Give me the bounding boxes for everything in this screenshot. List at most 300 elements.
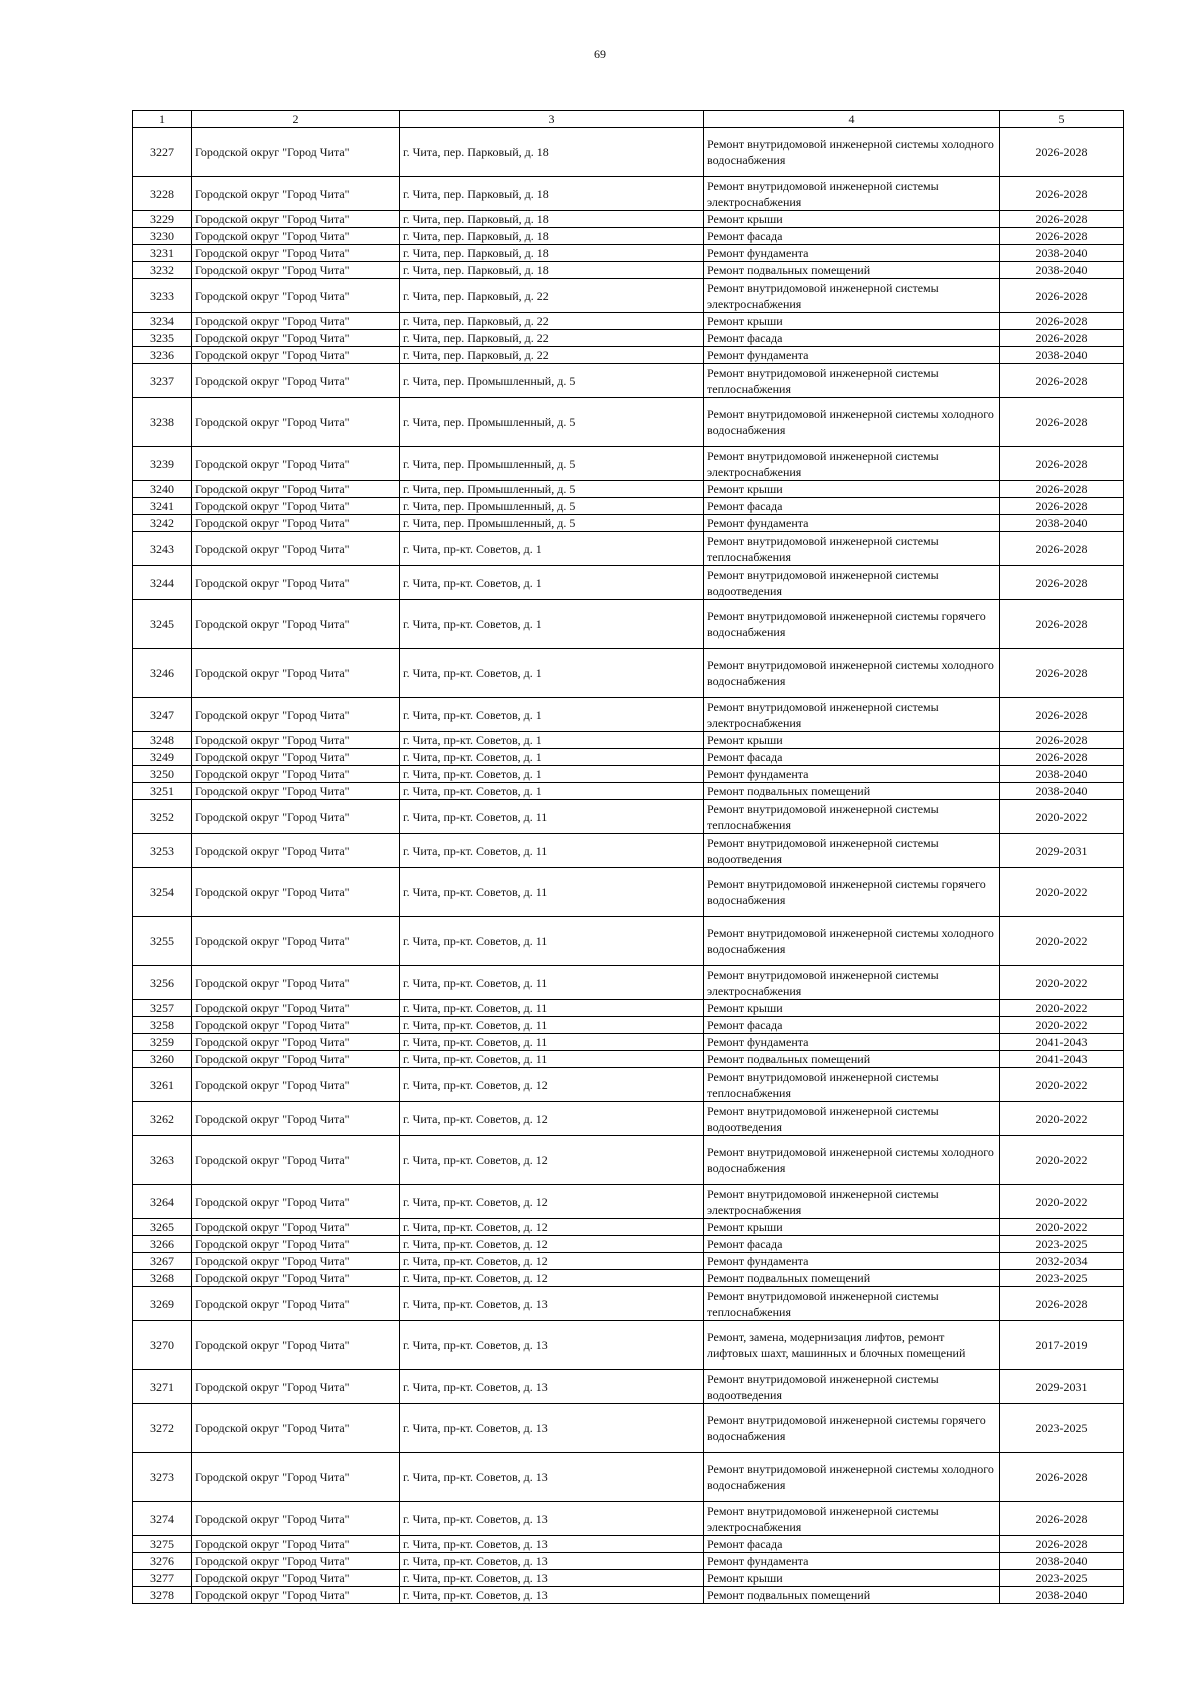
period-cell: 2029-2031 xyxy=(1000,834,1124,868)
municipality-cell: Городской округ "Город Чита" xyxy=(192,128,400,177)
municipality-cell: Городской округ "Город Чита" xyxy=(192,228,400,245)
address-cell: г. Чита, пр-кт. Советов, д. 11 xyxy=(400,800,704,834)
address-cell: г. Чита, пр-кт. Советов, д. 1 xyxy=(400,783,704,800)
period-cell: 2038-2040 xyxy=(1000,766,1124,783)
municipality-cell: Городской округ "Город Чита" xyxy=(192,917,400,966)
address-cell: г. Чита, пр-кт. Советов, д. 12 xyxy=(400,1270,704,1287)
table-row xyxy=(133,1553,1124,1570)
table-row xyxy=(133,228,1124,245)
address-cell: г. Чита, пр-кт. Советов, д. 13 xyxy=(400,1321,704,1370)
row-number: 3245 xyxy=(133,600,192,649)
work-type-cell: Ремонт фасада xyxy=(704,228,1000,245)
address-cell: г. Чита, пр-кт. Советов, д. 13 xyxy=(400,1453,704,1502)
row-number: 3271 xyxy=(133,1370,192,1404)
address-cell: г. Чита, пр-кт. Советов, д. 1 xyxy=(400,732,704,749)
row-number: 3272 xyxy=(133,1404,192,1453)
row-number: 3265 xyxy=(133,1219,192,1236)
municipality-cell: Городской округ "Город Чита" xyxy=(192,698,400,732)
column-header: 3 xyxy=(400,111,704,128)
row-number: 3241 xyxy=(133,498,192,515)
row-number: 3234 xyxy=(133,313,192,330)
table-row xyxy=(133,1536,1124,1553)
row-number: 3227 xyxy=(133,128,192,177)
municipality-cell: Городской округ "Город Чита" xyxy=(192,1000,400,1017)
table-row xyxy=(133,1000,1124,1017)
row-number: 3250 xyxy=(133,766,192,783)
period-cell: 2038-2040 xyxy=(1000,262,1124,279)
table-row xyxy=(133,128,1124,177)
table-row xyxy=(133,447,1124,481)
period-cell: 2026-2028 xyxy=(1000,532,1124,566)
column-header: 2 xyxy=(192,111,400,128)
address-cell: г. Чита, пер. Промышленный, д. 5 xyxy=(400,515,704,532)
row-number: 3228 xyxy=(133,177,192,211)
row-number: 3274 xyxy=(133,1502,192,1536)
table-row xyxy=(133,1502,1124,1536)
period-cell: 2020-2022 xyxy=(1000,1185,1124,1219)
municipality-cell: Городской округ "Город Чита" xyxy=(192,749,400,766)
period-cell: 2026-2028 xyxy=(1000,398,1124,447)
work-type-cell: Ремонт внутридомовой инженерной системы электроснабжения xyxy=(704,279,1000,313)
table-row xyxy=(133,749,1124,766)
row-number: 3257 xyxy=(133,1000,192,1017)
row-number: 3235 xyxy=(133,330,192,347)
address-cell: г. Чита, пр-кт. Советов, д. 13 xyxy=(400,1587,704,1604)
row-number: 3252 xyxy=(133,800,192,834)
row-number: 3264 xyxy=(133,1185,192,1219)
work-type-cell: Ремонт внутридомовой инженерной системы водоотведения xyxy=(704,566,1000,600)
period-cell: 2038-2040 xyxy=(1000,783,1124,800)
period-cell: 2026-2028 xyxy=(1000,649,1124,698)
address-cell: г. Чита, пр-кт. Советов, д. 11 xyxy=(400,868,704,917)
table-row xyxy=(133,834,1124,868)
address-cell: г. Чита, пер. Парковый, д. 18 xyxy=(400,228,704,245)
municipality-cell: Городской округ "Город Чита" xyxy=(192,1185,400,1219)
column-header: 1 xyxy=(133,111,192,128)
period-cell: 2020-2022 xyxy=(1000,1102,1124,1136)
address-cell: г. Чита, пр-кт. Советов, д. 13 xyxy=(400,1536,704,1553)
work-type-cell: Ремонт внутридомовой инженерной системы водоотведения xyxy=(704,1102,1000,1136)
table-row xyxy=(133,498,1124,515)
period-cell: 2026-2028 xyxy=(1000,177,1124,211)
address-cell: г. Чита, пр-кт. Советов, д. 13 xyxy=(400,1553,704,1570)
table-row xyxy=(133,330,1124,347)
table-row xyxy=(133,1051,1124,1068)
table-row xyxy=(133,868,1124,917)
work-type-cell: Ремонт фасада xyxy=(704,1236,1000,1253)
address-cell: г. Чита, пр-кт. Советов, д. 1 xyxy=(400,532,704,566)
table-row xyxy=(133,481,1124,498)
period-cell: 2020-2022 xyxy=(1000,868,1124,917)
work-type-cell: Ремонт фундамента xyxy=(704,1253,1000,1270)
address-cell: г. Чита, пр-кт. Советов, д. 11 xyxy=(400,1051,704,1068)
municipality-cell: Городской округ "Город Чита" xyxy=(192,1034,400,1051)
period-cell: 2023-2025 xyxy=(1000,1570,1124,1587)
table-row xyxy=(133,649,1124,698)
address-cell: г. Чита, пр-кт. Советов, д. 12 xyxy=(400,1236,704,1253)
period-cell: 2026-2028 xyxy=(1000,698,1124,732)
row-number: 3277 xyxy=(133,1570,192,1587)
address-cell: г. Чита, пр-кт. Советов, д. 11 xyxy=(400,917,704,966)
municipality-cell: Городской округ "Город Чита" xyxy=(192,1587,400,1604)
municipality-cell: Городской округ "Город Чита" xyxy=(192,1287,400,1321)
work-type-cell: Ремонт фасада xyxy=(704,1536,1000,1553)
municipality-cell: Городской округ "Город Чита" xyxy=(192,600,400,649)
row-number: 3232 xyxy=(133,262,192,279)
table-row xyxy=(133,732,1124,749)
row-number: 3267 xyxy=(133,1253,192,1270)
address-cell: г. Чита, пр-кт. Советов, д. 12 xyxy=(400,1219,704,1236)
work-type-cell: Ремонт фундамента xyxy=(704,515,1000,532)
table-row xyxy=(133,800,1124,834)
work-type-cell: Ремонт внутридомовой инженерной системы теплоснабжения xyxy=(704,1068,1000,1102)
municipality-cell: Городской округ "Город Чита" xyxy=(192,732,400,749)
period-cell: 2038-2040 xyxy=(1000,347,1124,364)
address-cell: г. Чита, пер. Парковый, д. 18 xyxy=(400,245,704,262)
address-cell: г. Чита, пр-кт. Советов, д. 12 xyxy=(400,1068,704,1102)
period-cell: 2020-2022 xyxy=(1000,800,1124,834)
table-row xyxy=(133,1017,1124,1034)
work-type-cell: Ремонт подвальных помещений xyxy=(704,1051,1000,1068)
municipality-cell: Городской округ "Город Чита" xyxy=(192,1502,400,1536)
table-row xyxy=(133,917,1124,966)
work-type-cell: Ремонт внутридомовой инженерной системы теплоснабжения xyxy=(704,800,1000,834)
table-row xyxy=(133,262,1124,279)
address-cell: г. Чита, пр-кт. Советов, д. 1 xyxy=(400,649,704,698)
table-row xyxy=(133,177,1124,211)
address-cell: г. Чита, пр-кт. Советов, д. 12 xyxy=(400,1102,704,1136)
municipality-cell: Городской округ "Город Чита" xyxy=(192,1370,400,1404)
row-number: 3239 xyxy=(133,447,192,481)
table-row xyxy=(133,313,1124,330)
period-cell: 2020-2022 xyxy=(1000,1068,1124,1102)
work-type-cell: Ремонт фундамента xyxy=(704,1034,1000,1051)
row-number: 3229 xyxy=(133,211,192,228)
municipality-cell: Городской округ "Город Чита" xyxy=(192,347,400,364)
table-row xyxy=(133,1219,1124,1236)
row-number: 3260 xyxy=(133,1051,192,1068)
address-cell: г. Чита, пр-кт. Советов, д. 1 xyxy=(400,749,704,766)
work-type-cell: Ремонт внутридомовой инженерной системы водоотведения xyxy=(704,834,1000,868)
address-cell: г. Чита, пр-кт. Советов, д. 13 xyxy=(400,1287,704,1321)
period-cell: 2038-2040 xyxy=(1000,1587,1124,1604)
table-row xyxy=(133,1370,1124,1404)
municipality-cell: Городской округ "Город Чита" xyxy=(192,313,400,330)
work-type-cell: Ремонт подвальных помещений xyxy=(704,783,1000,800)
work-type-cell: Ремонт внутридомовой инженерной системы электроснабжения xyxy=(704,177,1000,211)
period-cell: 2026-2028 xyxy=(1000,1453,1124,1502)
work-type-cell: Ремонт внутридомовой инженерной системы теплоснабжения xyxy=(704,1287,1000,1321)
row-number: 3276 xyxy=(133,1553,192,1570)
municipality-cell: Городской округ "Город Чита" xyxy=(192,1253,400,1270)
row-number: 3236 xyxy=(133,347,192,364)
work-type-cell: Ремонт внутридомовой инженерной системы холодного водоснабжения xyxy=(704,917,1000,966)
municipality-cell: Городской округ "Город Чита" xyxy=(192,1068,400,1102)
row-number: 3246 xyxy=(133,649,192,698)
work-type-cell: Ремонт внутридомовой инженерной системы электроснабжения xyxy=(704,447,1000,481)
address-cell: г. Чита, пер. Промышленный, д. 5 xyxy=(400,498,704,515)
period-cell: 2026-2028 xyxy=(1000,498,1124,515)
table-row xyxy=(133,1236,1124,1253)
row-number: 3258 xyxy=(133,1017,192,1034)
table-row xyxy=(133,698,1124,732)
municipality-cell: Городской округ "Город Чита" xyxy=(192,1236,400,1253)
period-cell: 2026-2028 xyxy=(1000,732,1124,749)
table-row xyxy=(133,1404,1124,1453)
address-cell: г. Чита, пер. Парковый, д. 18 xyxy=(400,211,704,228)
municipality-cell: Городской округ "Город Чита" xyxy=(192,262,400,279)
table-row xyxy=(133,1136,1124,1185)
row-number: 3256 xyxy=(133,966,192,1000)
address-cell: г. Чита, пр-кт. Советов, д. 1 xyxy=(400,698,704,732)
row-number: 3266 xyxy=(133,1236,192,1253)
work-type-cell: Ремонт фасада xyxy=(704,498,1000,515)
work-type-cell: Ремонт внутридомовой инженерной системы горячего водоснабжения xyxy=(704,868,1000,917)
period-cell: 2020-2022 xyxy=(1000,1000,1124,1017)
work-type-cell: Ремонт фасада xyxy=(704,330,1000,347)
table-row xyxy=(133,1034,1124,1051)
table-row xyxy=(133,783,1124,800)
period-cell: 2038-2040 xyxy=(1000,245,1124,262)
address-cell: г. Чита, пр-кт. Советов, д. 13 xyxy=(400,1570,704,1587)
work-type-cell: Ремонт внутридомовой инженерной системы теплоснабжения xyxy=(704,532,1000,566)
work-type-cell: Ремонт крыши xyxy=(704,732,1000,749)
table-row xyxy=(133,364,1124,398)
work-type-cell: Ремонт внутридомовой инженерной системы водоотведения xyxy=(704,1370,1000,1404)
row-number: 3255 xyxy=(133,917,192,966)
row-number: 3247 xyxy=(133,698,192,732)
municipality-cell: Городской округ "Город Чита" xyxy=(192,1017,400,1034)
municipality-cell: Городской округ "Город Чита" xyxy=(192,515,400,532)
municipality-cell: Городской округ "Город Чита" xyxy=(192,481,400,498)
table-row xyxy=(133,566,1124,600)
address-cell: г. Чита, пер. Парковый, д. 22 xyxy=(400,279,704,313)
table-row xyxy=(133,398,1124,447)
period-cell: 2026-2028 xyxy=(1000,566,1124,600)
work-type-cell: Ремонт, замена, модернизация лифтов, ремонт лифтовых шахт, машинных и блочных помещений xyxy=(704,1321,1000,1370)
work-type-cell: Ремонт внутридомовой инженерной системы электроснабжения xyxy=(704,1502,1000,1536)
period-cell: 2020-2022 xyxy=(1000,917,1124,966)
row-number: 3262 xyxy=(133,1102,192,1136)
table-row xyxy=(133,1068,1124,1102)
municipality-cell: Городской округ "Город Чита" xyxy=(192,1321,400,1370)
row-number: 3237 xyxy=(133,364,192,398)
row-number: 3238 xyxy=(133,398,192,447)
work-type-cell: Ремонт фасада xyxy=(704,1017,1000,1034)
row-number: 3273 xyxy=(133,1453,192,1502)
period-cell: 2026-2028 xyxy=(1000,364,1124,398)
municipality-cell: Городской округ "Город Чита" xyxy=(192,532,400,566)
period-cell: 2026-2028 xyxy=(1000,481,1124,498)
repair-schedule-table xyxy=(132,110,1124,1604)
row-number: 3248 xyxy=(133,732,192,749)
address-cell: г. Чита, пер. Промышленный, д. 5 xyxy=(400,447,704,481)
address-cell: г. Чита, пер. Парковый, д. 22 xyxy=(400,330,704,347)
address-cell: г. Чита, пр-кт. Советов, д. 12 xyxy=(400,1185,704,1219)
table-row xyxy=(133,966,1124,1000)
municipality-cell: Городской округ "Город Чита" xyxy=(192,1570,400,1587)
address-cell: г. Чита, пер. Парковый, д. 18 xyxy=(400,177,704,211)
municipality-cell: Городской округ "Город Чита" xyxy=(192,398,400,447)
table-row xyxy=(133,766,1124,783)
address-cell: г. Чита, пр-кт. Советов, д. 1 xyxy=(400,766,704,783)
work-type-cell: Ремонт внутридомовой инженерной системы холодного водоснабжения xyxy=(704,1136,1000,1185)
table-row xyxy=(133,279,1124,313)
table-row xyxy=(133,532,1124,566)
column-header: 5 xyxy=(1000,111,1124,128)
municipality-cell: Городской округ "Город Чита" xyxy=(192,1536,400,1553)
work-type-cell: Ремонт крыши xyxy=(704,481,1000,498)
table-row xyxy=(133,1102,1124,1136)
work-type-cell: Ремонт крыши xyxy=(704,211,1000,228)
period-cell: 2026-2028 xyxy=(1000,600,1124,649)
period-cell: 2041-2043 xyxy=(1000,1034,1124,1051)
municipality-cell: Городской округ "Город Чита" xyxy=(192,364,400,398)
municipality-cell: Городской округ "Город Чита" xyxy=(192,1102,400,1136)
period-cell: 2020-2022 xyxy=(1000,1136,1124,1185)
work-type-cell: Ремонт подвальных помещений xyxy=(704,1270,1000,1287)
period-cell: 2023-2025 xyxy=(1000,1270,1124,1287)
address-cell: г. Чита, пр-кт. Советов, д. 12 xyxy=(400,1253,704,1270)
row-number: 3259 xyxy=(133,1034,192,1051)
row-number: 3244 xyxy=(133,566,192,600)
address-cell: г. Чита, пр-кт. Советов, д. 11 xyxy=(400,966,704,1000)
address-cell: г. Чита, пер. Парковый, д. 18 xyxy=(400,128,704,177)
row-number: 3240 xyxy=(133,481,192,498)
period-cell: 2026-2028 xyxy=(1000,1536,1124,1553)
period-cell: 2026-2028 xyxy=(1000,1287,1124,1321)
row-number: 3253 xyxy=(133,834,192,868)
period-cell: 2023-2025 xyxy=(1000,1404,1124,1453)
table-row xyxy=(133,245,1124,262)
municipality-cell: Городской округ "Город Чита" xyxy=(192,330,400,347)
row-number: 3231 xyxy=(133,245,192,262)
table-body xyxy=(133,128,1124,1604)
municipality-cell: Городской округ "Город Чита" xyxy=(192,1553,400,1570)
period-cell: 2026-2028 xyxy=(1000,330,1124,347)
work-type-cell: Ремонт внутридомовой инженерной системы электроснабжения xyxy=(704,1185,1000,1219)
work-type-cell: Ремонт внутридомовой инженерной системы горячего водоснабжения xyxy=(704,600,1000,649)
period-cell: 2017-2019 xyxy=(1000,1321,1124,1370)
work-type-cell: Ремонт фундамента xyxy=(704,1553,1000,1570)
address-cell: г. Чита, пр-кт. Советов, д. 11 xyxy=(400,1034,704,1051)
municipality-cell: Городской округ "Город Чита" xyxy=(192,1051,400,1068)
table-row xyxy=(133,1185,1124,1219)
municipality-cell: Городской округ "Город Чита" xyxy=(192,447,400,481)
row-number: 3275 xyxy=(133,1536,192,1553)
municipality-cell: Городской округ "Город Чита" xyxy=(192,1136,400,1185)
table-row xyxy=(133,1453,1124,1502)
address-cell: г. Чита, пр-кт. Советов, д. 12 xyxy=(400,1136,704,1185)
row-number: 3249 xyxy=(133,749,192,766)
table-row xyxy=(133,1287,1124,1321)
address-cell: г. Чита, пр-кт. Советов, д. 13 xyxy=(400,1502,704,1536)
address-cell: г. Чита, пер. Парковый, д. 22 xyxy=(400,347,704,364)
period-cell: 2026-2028 xyxy=(1000,447,1124,481)
row-number: 3242 xyxy=(133,515,192,532)
address-cell: г. Чита, пер. Парковый, д. 18 xyxy=(400,262,704,279)
period-cell: 2026-2028 xyxy=(1000,1502,1124,1536)
work-type-cell: Ремонт внутридомовой инженерной системы холодного водоснабжения xyxy=(704,128,1000,177)
address-cell: г. Чита, пр-кт. Советов, д. 11 xyxy=(400,834,704,868)
work-type-cell: Ремонт внутридомовой инженерной системы холодного водоснабжения xyxy=(704,1453,1000,1502)
municipality-cell: Городской округ "Город Чита" xyxy=(192,245,400,262)
municipality-cell: Городской округ "Город Чита" xyxy=(192,211,400,228)
period-cell: 2038-2040 xyxy=(1000,515,1124,532)
period-cell: 2020-2022 xyxy=(1000,1017,1124,1034)
work-type-cell: Ремонт фундамента xyxy=(704,347,1000,364)
row-number: 3254 xyxy=(133,868,192,917)
row-number: 3261 xyxy=(133,1068,192,1102)
period-cell: 2026-2028 xyxy=(1000,228,1124,245)
period-cell: 2029-2031 xyxy=(1000,1370,1124,1404)
municipality-cell: Городской округ "Город Чита" xyxy=(192,1219,400,1236)
table-row xyxy=(133,1570,1124,1587)
row-number: 3230 xyxy=(133,228,192,245)
period-cell: 2026-2028 xyxy=(1000,279,1124,313)
work-type-cell: Ремонт внутридомовой инженерной системы электроснабжения xyxy=(704,966,1000,1000)
row-number: 3263 xyxy=(133,1136,192,1185)
address-cell: г. Чита, пр-кт. Советов, д. 1 xyxy=(400,566,704,600)
work-type-cell: Ремонт подвальных помещений xyxy=(704,262,1000,279)
work-type-cell: Ремонт фундамента xyxy=(704,766,1000,783)
work-type-cell: Ремонт крыши xyxy=(704,1570,1000,1587)
row-number: 3269 xyxy=(133,1287,192,1321)
period-cell: 2026-2028 xyxy=(1000,128,1124,177)
period-cell: 2032-2034 xyxy=(1000,1253,1124,1270)
table-row xyxy=(133,1321,1124,1370)
row-number: 3243 xyxy=(133,532,192,566)
work-type-cell: Ремонт крыши xyxy=(704,1219,1000,1236)
row-number: 3268 xyxy=(133,1270,192,1287)
table-row xyxy=(133,347,1124,364)
work-type-cell: Ремонт крыши xyxy=(704,313,1000,330)
work-type-cell: Ремонт крыши xyxy=(704,1000,1000,1017)
work-type-cell: Ремонт внутридомовой инженерной системы теплоснабжения xyxy=(704,364,1000,398)
municipality-cell: Городской округ "Город Чита" xyxy=(192,868,400,917)
municipality-cell: Городской округ "Город Чита" xyxy=(192,498,400,515)
table-row xyxy=(133,600,1124,649)
municipality-cell: Городской округ "Город Чита" xyxy=(192,783,400,800)
work-type-cell: Ремонт внутридомовой инженерной системы электроснабжения xyxy=(704,698,1000,732)
row-number: 3278 xyxy=(133,1587,192,1604)
table-row xyxy=(133,515,1124,532)
period-cell: 2026-2028 xyxy=(1000,749,1124,766)
period-cell: 2020-2022 xyxy=(1000,966,1124,1000)
column-header: 4 xyxy=(704,111,1000,128)
address-cell: г. Чита, пер. Промышленный, д. 5 xyxy=(400,398,704,447)
municipality-cell: Городской округ "Город Чита" xyxy=(192,566,400,600)
address-cell: г. Чита, пер. Промышленный, д. 5 xyxy=(400,364,704,398)
work-type-cell: Ремонт фундамента xyxy=(704,245,1000,262)
work-type-cell: Ремонт внутридомовой инженерной системы холодного водоснабжения xyxy=(704,649,1000,698)
municipality-cell: Городской округ "Город Чита" xyxy=(192,279,400,313)
municipality-cell: Городской округ "Город Чита" xyxy=(192,966,400,1000)
row-number: 3270 xyxy=(133,1321,192,1370)
page-number: 69 xyxy=(594,47,606,61)
municipality-cell: Городской округ "Город Чита" xyxy=(192,800,400,834)
work-type-cell: Ремонт фасада xyxy=(704,749,1000,766)
address-cell: г. Чита, пер. Парковый, д. 22 xyxy=(400,313,704,330)
municipality-cell: Городской округ "Город Чита" xyxy=(192,649,400,698)
address-cell: г. Чита, пр-кт. Советов, д. 13 xyxy=(400,1370,704,1404)
address-cell: г. Чита, пр-кт. Советов, д. 1 xyxy=(400,600,704,649)
period-cell: 2041-2043 xyxy=(1000,1051,1124,1068)
table-row xyxy=(133,1270,1124,1287)
work-type-cell: Ремонт внутридомовой инженерной системы горячего водоснабжения xyxy=(704,1404,1000,1453)
municipality-cell: Городской округ "Город Чита" xyxy=(192,1270,400,1287)
table-row xyxy=(133,211,1124,228)
